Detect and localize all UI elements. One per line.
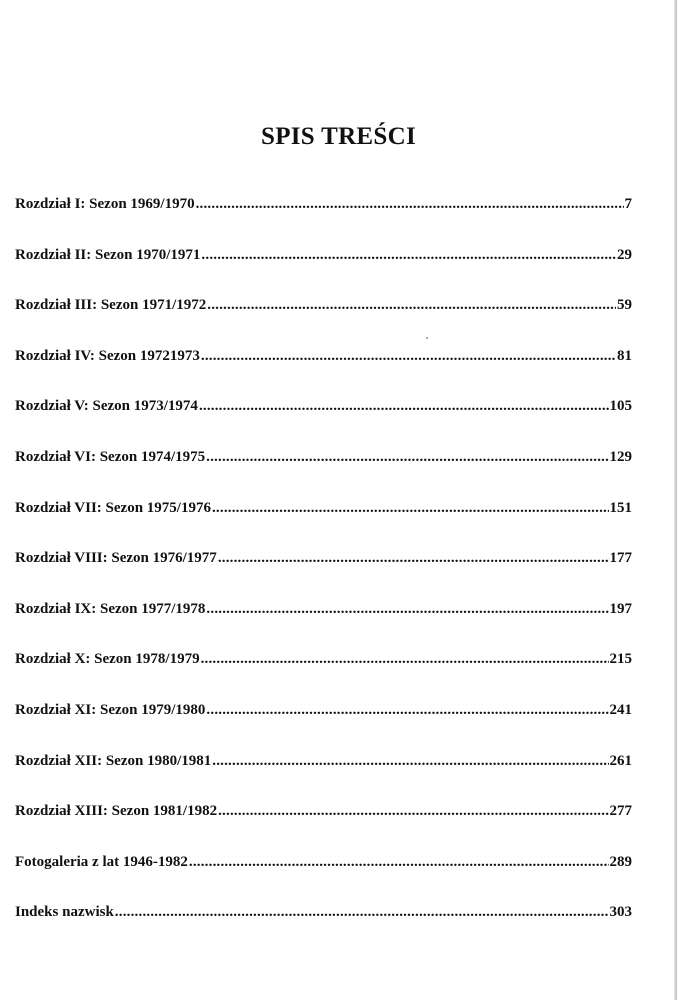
toc-entry	[15, 550, 632, 601]
toc-entry-page-number: 105	[609, 398, 632, 415]
toc-entry-label: Rozdział III: Sezon 1971/1972	[15, 297, 207, 314]
toc-entry	[15, 702, 632, 753]
toc-entry-label: Rozdział VIII: Sezon 1976/1977	[15, 550, 217, 567]
dot-leader	[206, 601, 608, 618]
toc-entry	[15, 449, 632, 500]
toc-entry-page-number: 177	[609, 550, 632, 567]
toc-entry	[15, 601, 632, 652]
toc-entry-page-number: 303	[609, 904, 632, 921]
toc-entry-page-number: 151	[609, 499, 632, 516]
toc-entry-label: Rozdział IX: Sezon 1977/1978	[15, 600, 206, 617]
toc-entry-label: Rozdział II: Sezon 1970/1971	[15, 246, 201, 263]
toc-entry-page-number: 59	[617, 297, 632, 314]
toc-entry-label: Fotogaleria z lat 1946-1982	[15, 853, 188, 870]
toc-entry	[15, 803, 632, 854]
toc-entry-label: Rozdział XIII: Sezon 1981/1982	[15, 803, 218, 820]
dot-leader	[199, 398, 609, 415]
toc-entry-page-number: 277	[609, 803, 632, 820]
toc-entry-label: Rozdział X: Sezon 1978/1979	[15, 651, 200, 668]
toc-entry	[15, 753, 632, 804]
page-title: SPIS TREŚCI	[261, 122, 416, 150]
toc-entry	[15, 854, 632, 905]
dot-leader	[201, 348, 616, 365]
toc-entry-page-number: 29	[617, 246, 632, 263]
toc-entry	[15, 196, 632, 247]
dot-leader	[218, 550, 609, 567]
dot-leader	[189, 854, 609, 871]
dot-leader	[115, 904, 609, 921]
toc-entry-page-number: 261	[609, 752, 632, 769]
toc-entry-page-number: 289	[609, 853, 632, 870]
toc-entry-page-number: 81	[617, 347, 632, 364]
toc-entry-page-number: 241	[609, 701, 632, 718]
toc-entry	[15, 297, 632, 348]
toc-entry-label: Indeks nazwisk	[15, 904, 114, 921]
table-of-contents	[15, 196, 632, 955]
toc-entry-page-number: 129	[609, 448, 632, 465]
dot-leader	[212, 500, 609, 517]
toc-entry-page-number: 7	[624, 196, 632, 212]
dot-leader	[206, 702, 608, 719]
toc-entry	[15, 500, 632, 551]
toc-entry-label: Rozdział VII: Sezon 1975/1976	[15, 499, 211, 516]
dot-leader	[218, 803, 608, 820]
toc-entry	[15, 651, 632, 702]
toc-entry-page-number: 215	[609, 651, 632, 668]
toc-entry-label: Rozdział I: Sezon 1969/1970	[15, 196, 195, 212]
toc-entry-label: Rozdział VI: Sezon 1974/1975	[15, 448, 206, 465]
toc-entry	[15, 348, 632, 399]
toc-entry-label: Rozdział IV: Sezon 19721973	[15, 347, 200, 364]
dot-leader	[201, 247, 616, 264]
dot-leader	[196, 196, 624, 213]
dot-leader	[207, 297, 616, 314]
toc-entry-label: Rozdział XI: Sezon 1979/1980	[15, 701, 206, 718]
toc-entry	[15, 904, 632, 955]
toc-entry-label: Rozdział V: Sezon 1973/1974	[15, 398, 198, 415]
toc-entry-label: Rozdział XII: Sezon 1980/1981	[15, 752, 212, 769]
toc-entry	[15, 247, 632, 298]
toc-entry-page-number: 197	[609, 600, 632, 617]
dot-leader	[201, 651, 609, 668]
dot-leader	[212, 753, 608, 770]
toc-entry	[15, 398, 632, 449]
dot-leader	[206, 449, 608, 466]
